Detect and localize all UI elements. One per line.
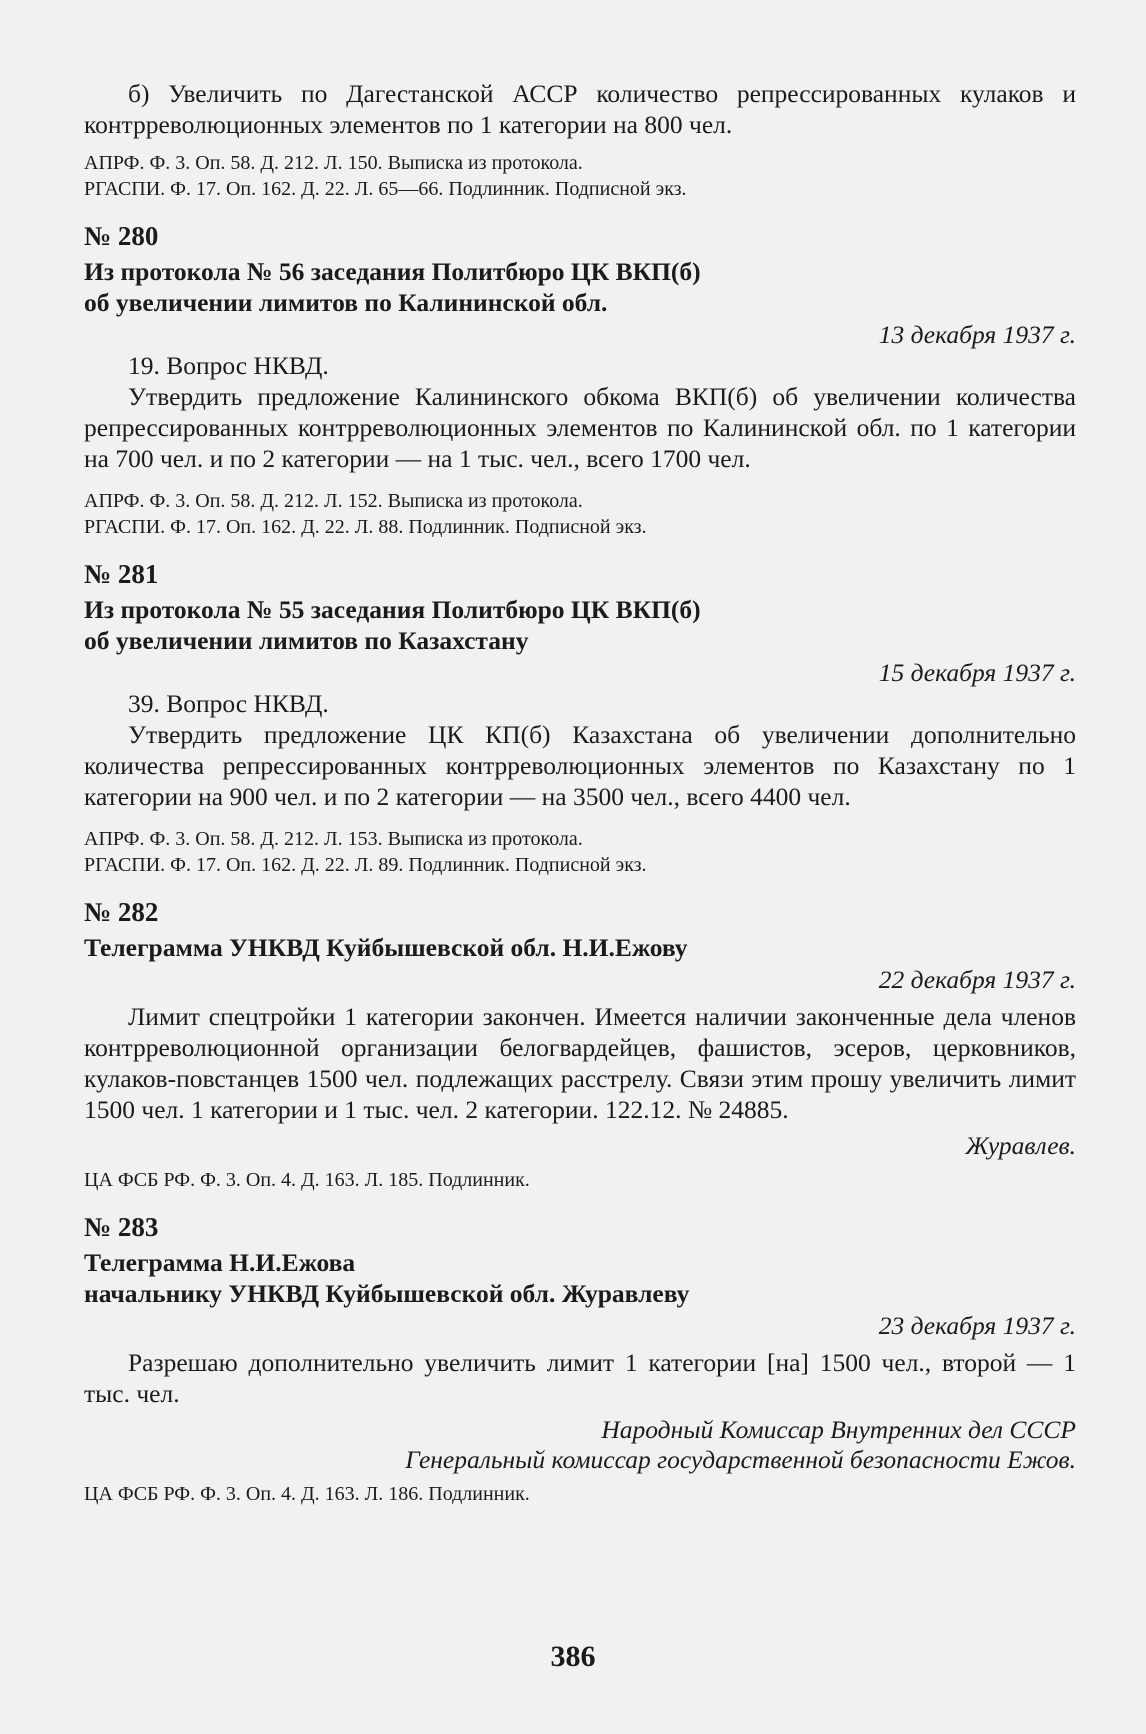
doc-282-title: Телеграмма УНКВД Куйбышевской обл. Н.И.Ежову — [84, 933, 688, 962]
document-283 — [84, 1211, 1076, 1507]
doc-283-number: № 283 — [84, 1212, 159, 1242]
doc-282-text: Лимит спецтройки 1 категории закончен. Имеется наличии законченные дела членов контрреволюционной организации белогвардейцев, фашистов, эсеров, церковников, кулаков-повстанцев 1500 чел. подлежащих расстрелу. Связи этим прошу увеличить лимит 1500 чел. 1 категории и 1 тыс. чел. 2 категории. 122.12. № 24885. — [84, 1002, 1076, 1124]
doc-280-date: 13 декабря 1937 г. — [878, 320, 1076, 349]
intro-source-2: РГАСПИ. Ф. 17. Оп. 162. Д. 22. Л. 65—66. Подлинник. Подписной экз. — [84, 178, 687, 200]
doc-281-point: 39. Вопрос НКВД. — [128, 689, 329, 718]
doc-282-number: № 282 — [84, 897, 159, 927]
doc-283-signature-line1: Народный Комиссар Внутренних дел СССР — [601, 1415, 1076, 1444]
doc-280-source-2: РГАСПИ. Ф. 17. Оп. 162. Д. 22. Л. 88. Подлинник. Подписной экз. — [84, 516, 647, 538]
document-280 — [84, 220, 1076, 540]
doc-282-source-1: ЦА ФСБ РФ. Ф. 3. Оп. 4. Д. 163. Л. 185. Подлинник. — [84, 1169, 530, 1191]
doc-283-title-line2: начальнику УНКВД Куйбышевской обл. Журавлеву — [84, 1279, 690, 1308]
doc-282-signature: Журавлев. — [965, 1131, 1076, 1160]
doc-281-title-line2: об увеличении лимитов по Казахстану — [84, 626, 529, 655]
intro-text: б) Увеличить по Дагестанской АССР количество репрессированных кулаков и контрреволюционных элементов по 1 категории на 800 чел. — [84, 79, 1076, 139]
doc-283-source-1: ЦА ФСБ РФ. Ф. 3. Оп. 4. Д. 163. Л. 186. Подлинник. — [84, 1483, 530, 1505]
doc-281-title-line1: Из протокола № 55 заседания Политбюро ЦК ВКП(б) — [84, 595, 701, 624]
doc-281-text: Утвердить предложение ЦК КП(б) Казахстана об увеличении дополнительно количества репрессированных контрреволюционных элементов по Казахстану по 1 категории на 900 чел. и по 2 категории — на 3500 чел., всего 4400 чел. — [84, 720, 1076, 811]
doc-280-source-1: АПРФ. Ф. 3. Оп. 58. Д. 212. Л. 152. Выписка из протокола. — [84, 490, 583, 512]
intro-source-1: АПРФ. Ф. 3. Оп. 58. Д. 212. Л. 150. Выписка из протокола. — [84, 152, 583, 174]
doc-280-number: № 280 — [84, 221, 159, 251]
doc-280-title-line1: Из протокола № 56 заседания Политбюро ЦК ВКП(б) — [84, 257, 701, 286]
doc-280-title-line2: об увеличении лимитов по Калининской обл. — [84, 288, 608, 317]
doc-283-date: 23 декабря 1937 г. — [878, 1311, 1076, 1340]
page-number: 386 — [550, 1640, 596, 1673]
doc-283-text: Разрешаю дополнительно увеличить лимит 1 категории [на] 1500 чел., второй — 1 тыс. чел. — [84, 1348, 1076, 1408]
doc-281-date: 15 декабря 1937 г. — [878, 658, 1076, 687]
document-281 — [84, 558, 1076, 878]
doc-283-title-line1: Телеграмма Н.И.Ежова — [84, 1248, 356, 1277]
doc-281-number: № 281 — [84, 559, 159, 589]
document-282 — [84, 896, 1076, 1193]
doc-281-source-1: АПРФ. Ф. 3. Оп. 58. Д. 212. Л. 153. Выписка из протокола. — [84, 828, 583, 850]
doc-281-source-2: РГАСПИ. Ф. 17. Оп. 162. Д. 22. Л. 89. Подлинник. Подписной экз. — [84, 854, 647, 876]
doc-283-signature-line2: Генеральный комиссар государственной безопасности Ежов. — [405, 1445, 1076, 1474]
intro-section — [84, 78, 1076, 202]
doc-280-text: Утвердить предложение Калининского обкома ВКП(б) об увеличении количества репрессированных контрреволюционных элементов по Калининской обл. по 1 категории на 700 чел. и по 2 категории — на 1 тыс. чел., всего 1700 чел. — [84, 382, 1076, 473]
doc-282-date: 22 декабря 1937 г. — [878, 965, 1076, 994]
doc-280-point: 19. Вопрос НКВД. — [128, 351, 329, 380]
